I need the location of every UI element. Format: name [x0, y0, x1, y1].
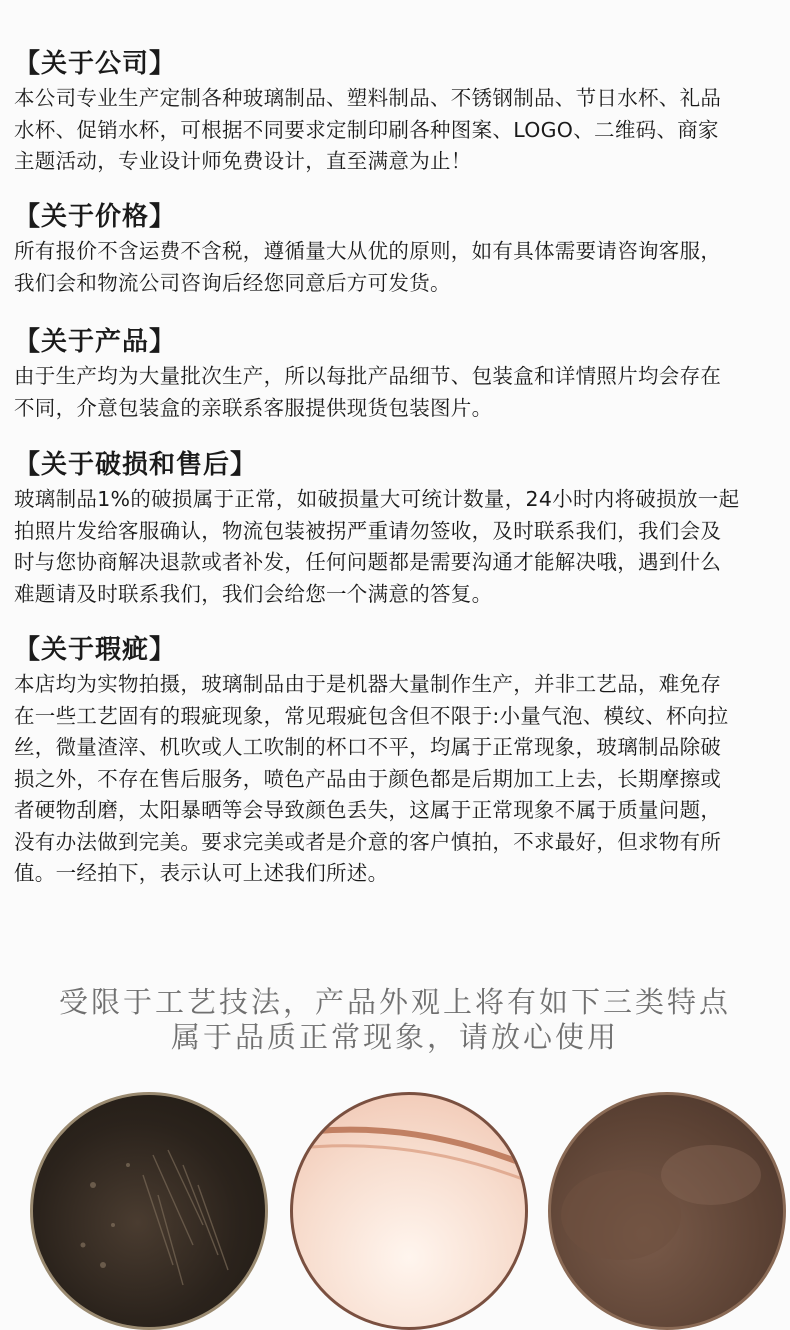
section-price	[14, 201, 780, 299]
section-title: 【关于破损和售后】	[14, 450, 258, 480]
section-text-line: 在一些工艺固有的瑕疵现象，常见瑕疵包含但不限于:小量气泡、模纹、杯向拉	[14, 703, 729, 728]
coating-graphic	[551, 1095, 783, 1327]
section-text-line: 不同，介意包装盒的亲联系客服提供现货包装图片。	[14, 395, 493, 420]
section-text-line: 本公司专业生产定制各种玻璃制品、塑料制品、不锈钢制品、节日水杯、礼品	[14, 86, 722, 110]
section-title: 【关于产品】	[14, 327, 177, 357]
texture-graphic	[33, 1095, 265, 1327]
section-product	[14, 326, 780, 424]
notice-line-1: 受限于工艺技法，产品外观上将有如下三类特点	[58, 985, 731, 1019]
section-text-line: 主题活动，专业设计师免费设计，直至满意为止！	[14, 149, 472, 173]
section-text-line: 所有报价不含运费不含税，遵循量大从优的原则，如有具体需要请咨询客服，	[14, 239, 722, 263]
bubble-defect-photo	[30, 1092, 268, 1330]
section-title: 【关于瑕疵】	[14, 635, 177, 665]
section-text-line: 本店均为实物拍摄，玻璃制品由于是机器大量制作生产，并非工艺品，难免存	[14, 672, 722, 696]
color-coating-photo	[548, 1092, 786, 1330]
section-text-line: 没有办法做到完美。要求完美或者是介意的客户慎拍，不求最好，但求物有所	[14, 829, 722, 854]
section-title: 【关于公司】	[14, 49, 177, 79]
section-defects	[14, 634, 780, 890]
section-text-line: 难题请及时联系我们，我们会给您一个满意的答复。	[14, 581, 493, 606]
section-text-line: 丝，微量渣滓、机吹或人工吹制的杯口不平，均属于正常现象，玻璃制品除破	[14, 735, 722, 759]
section-text-line: 损之外，不存在售后服务，喷色产品由于颜色都是后期加工上去，长期摩擦或	[14, 766, 722, 791]
notice-line-2: 属于品质正常现象，请放心使用	[170, 1020, 619, 1054]
cup-rim-photo	[290, 1092, 528, 1330]
rim-graphic	[293, 1095, 525, 1327]
section-text-line: 由于生产均为大量批次生产，所以每批产品细节、包装盒和详情照片均会存在	[14, 364, 722, 388]
section-text-line: 者硬物刮磨，太阳暴晒等会导致颜色丢失，这属于正常现象不属于质量问题，	[14, 798, 722, 822]
section-text-line: 值。一经拍下，表示认可上述我们所述。	[14, 861, 389, 885]
section-text-line: 我们会和物流公司咨询后经您同意后方可发货。	[14, 270, 451, 295]
section-text-line: 水杯、促销水杯，可根据不同要求定制印刷各种图案、LOGO、二维码、商家	[14, 117, 719, 142]
section-text-line: 玻璃制品1%的破损属于正常，如破损量大可统计数量，24小时内将破损放一起	[14, 487, 740, 511]
section-company	[14, 48, 780, 178]
section-text-line: 时与您协商解决退款或者补发，任何问题都是需要沟通才能解决哦，遇到什么	[14, 550, 722, 574]
section-text-line: 拍照片发给客服确认，物流包装被拐严重请勿签收，及时联系我们，我们会及	[14, 518, 722, 543]
section-damage-aftersales	[14, 449, 780, 610]
section-title: 【关于价格】	[14, 202, 177, 232]
